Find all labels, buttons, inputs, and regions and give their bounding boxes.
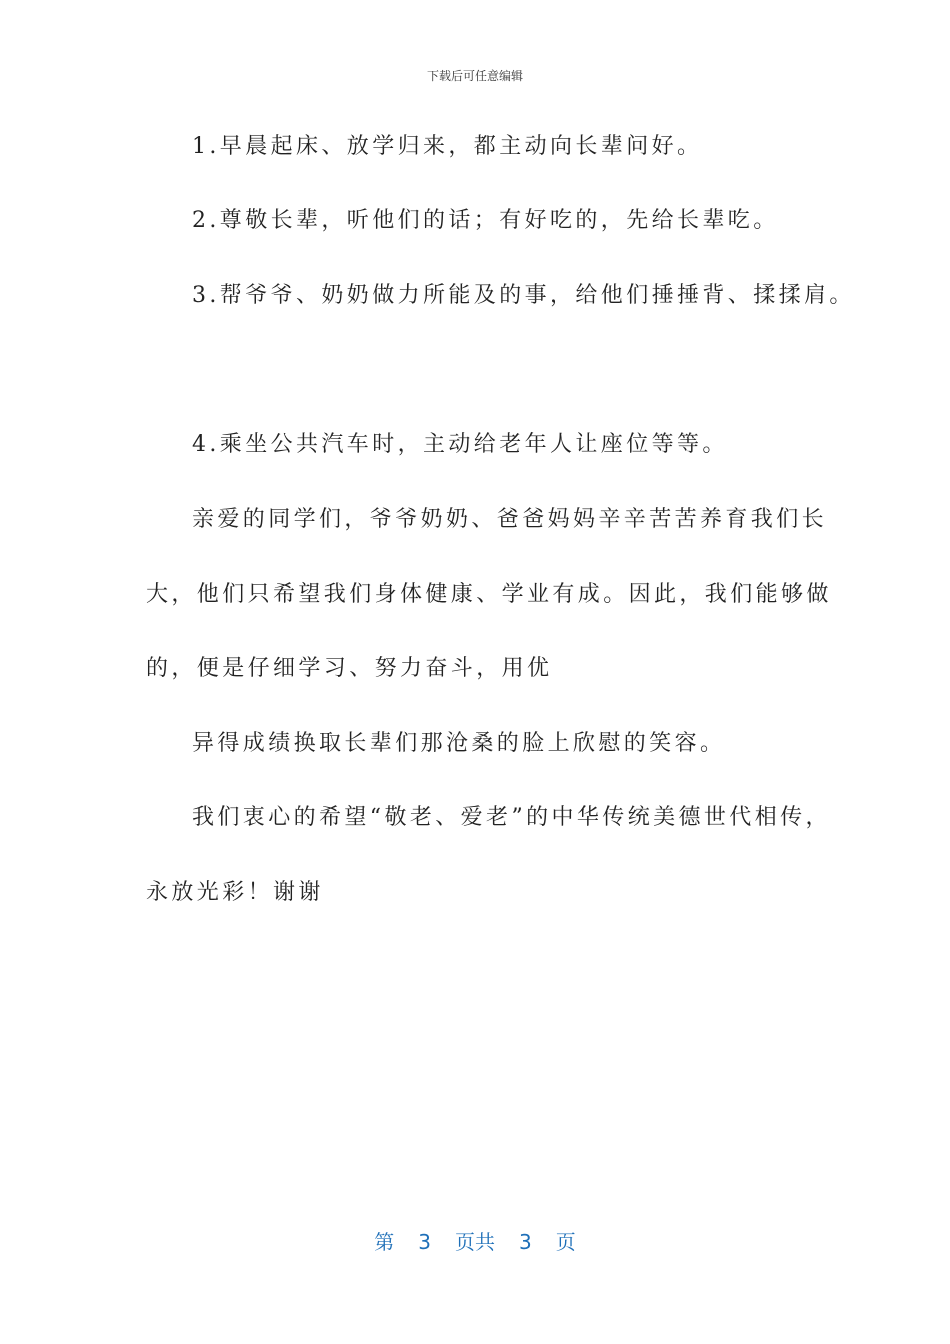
page-footer	[0, 1226, 950, 1255]
footer-label-middle: 页共	[455, 1230, 495, 1254]
footer-total-pages: 3	[519, 1230, 532, 1254]
paragraph-3-line-2: 永放光彩！谢谢	[146, 880, 324, 905]
list-item-1: 1.早晨起床、放学归来，都主动向长辈问好。	[192, 134, 703, 159]
footer-current-page: 3	[418, 1230, 431, 1254]
list-item-3: 3.帮爷爷、奶奶做力所能及的事，给他们捶捶背、揉揉肩。	[192, 283, 855, 308]
footer-label-prefix: 第	[374, 1230, 395, 1254]
list-item-2: 2.尊敬长辈，听他们的话；有好吃的，先给长辈吃。	[192, 208, 779, 233]
paragraph-1-line-2: 大，他们只希望我们身体健康、学业有成。因此，我们能够做	[146, 582, 832, 607]
footer-label-suffix: 页	[555, 1230, 576, 1254]
paragraph-2-line-1: 异得成绩换取长辈们那沧桑的脸上欣慰的笑容。	[192, 731, 726, 756]
paragraph-3-line-1: 我们衷心的希望“敬老、爱老”的中华传统美德世代相传，	[192, 805, 831, 830]
header-note: 下载后可任意编辑	[426, 69, 523, 83]
paragraph-1-line-3: 的，便是仔细学习、努力奋斗，用优	[146, 656, 553, 681]
list-item-4: 4.乘坐公共汽车时，主动给老年人让座位等等。	[192, 432, 728, 457]
paragraph-1-line-1: 亲爱的同学们，爷爷奶奶、爸爸妈妈辛辛苦苦养育我们长	[192, 507, 828, 532]
